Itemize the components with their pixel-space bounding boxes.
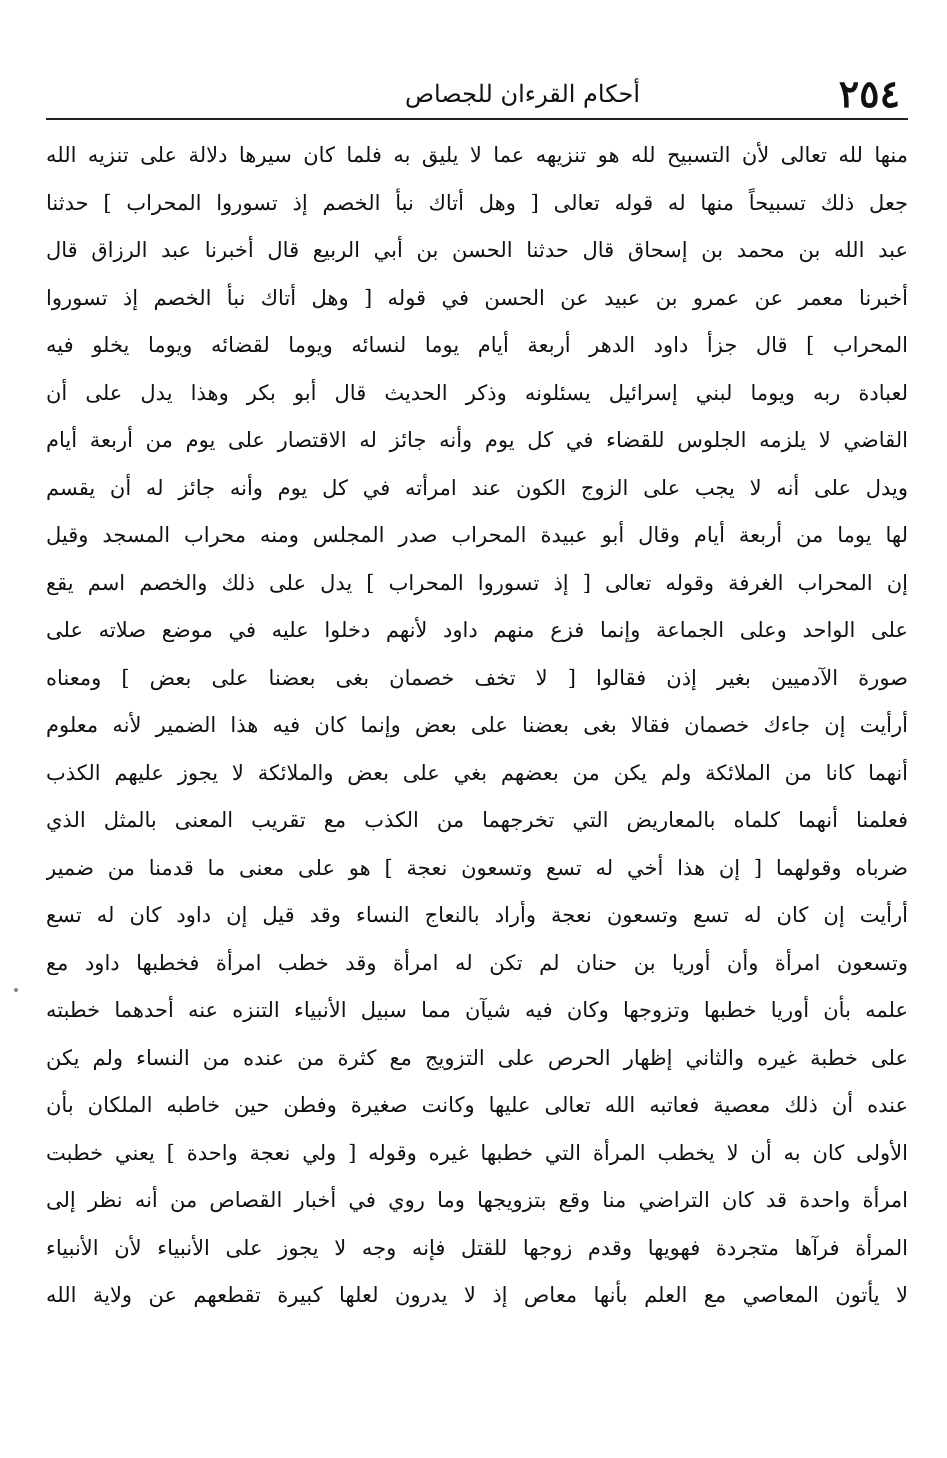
page-number: ٢٥٤ <box>838 71 900 116</box>
text-line: ويدل على أنه لا يجب على الزوج الكون عند امرأته في كل يوم وأنه جائز له أن يقسم <box>46 475 908 500</box>
body-text <box>46 132 908 1320</box>
scan-speck <box>14 988 18 992</box>
text-line: علمه بأن أوريا خطبها وتزوجها وكان فيه شيآن مما سبيل الأنبياء التنزه عنه أحدهما خطبته <box>46 998 908 1022</box>
page-header <box>40 72 900 116</box>
text-line: امرأة واحدة قد كان التراضي منا وقع بتزويجها وما روي في أخبار القصاص من أنه نظر إلى <box>46 1188 908 1212</box>
text-line: إن المحراب الغرفة وقوله تعالى [ إذ تسوروا المحراب ] يدل على ذلك والخصم اسم يقع <box>46 570 908 595</box>
text-line: القاضي لا يلزمه الجلوس للقضاء في كل يوم وأنه جائز له الاقتصار على يوم من أربعة أيام <box>46 428 908 452</box>
text-line: منها لله تعالى لأن التسبيح لله هو تنزيهه عما لا يليق به فلما كان سيرها دلالة على تنزيه الله <box>46 143 908 167</box>
text-line: المحراب ] قال جزأ داود الدهر أربعة أيام يوما لنسائه ويوما لقضائه ويوما يخلو فيه <box>46 333 908 357</box>
text-line: لعبادة ربه ويوما لبني إسرائيل يسئلونه وذكر الحديث قال أبو بكر وهذا يدل على أن <box>46 380 908 405</box>
text-line: ضرباه وقولهما [ إن هذا أخي له تسع وتسعون نعجة ] هو على معنى ما قدمنا من ضمير <box>46 855 908 880</box>
text-line: الأولى كان به أن لا يخطب المرأة التي خطبها غيره وقوله [ ولي نعجة واحدة ] يعني خطبت <box>46 1140 908 1165</box>
text-line: جعل ذلك تسبيحاً منها له قوله تعالى [ وهل أتاك نبأ الخصم إذ تسوروا المحراب ] حدثنا <box>46 190 908 215</box>
text-line: على الواحد وعلى الجماعة وإنما فزع منهم داود لأنهم دخلوا عليه في موضع صلاته على <box>46 618 908 642</box>
text-line: أرأيت إن جاءك خصمان فقالا بغى بعضنا على بعض وإنما كان فيه هذا الضمير لأنه معلوم <box>46 713 908 737</box>
text-line: أنهما كانا من الملائكة ولم يكن من بعضهم بغي على بعض والملائكة لا يجوز عليهم الكذب <box>46 760 908 785</box>
text-line: عبد الله بن محمد بن إسحاق قال حدثنا الحسن بن أبي الربيع قال أخبرنا عبد الرزاق قال <box>46 238 908 262</box>
running-title: أحكام القرءان للجصاص <box>404 80 640 108</box>
text-line: فعلمنا أنهما كلماه بالمعاريض التي تخرجهما من الكذب مع تقريب المعنى بالمثل الذي <box>46 808 908 832</box>
header-divider <box>46 118 908 120</box>
text-line: أرأيت إن كان له تسع وتسعون نعجة وأراد بالنعاج النساء وقد قيل إن داود كان له تسع <box>46 903 908 927</box>
text-line: على خطبة غيره والثاني إظهار الحرص على التزويج مع كثرة من عنده من النساء ولم يكن <box>46 1045 908 1070</box>
text-line: صورة الآدميين بغير إذن فقالوا [ لا تخف خصمان بغى بعضنا على بعض ] ومعناه <box>46 665 908 690</box>
text-line: أخبرنا معمر عن عمرو بن عبيد عن الحسن في قوله [ وهل أتاك نبأ الخصم إذ تسوروا <box>46 285 908 310</box>
text-line: لها يوما من أربعة أيام وقال أبو عبيدة المحراب صدر المجلس ومنه محراب المسجد وقيل <box>46 523 908 547</box>
text-line: عنده أن ذلك معصية فعاتبه الله تعالى عليها وكانت صغيرة وفطن حين خاطبه الملكان بأن <box>46 1093 908 1117</box>
text-line: المرأة فرآها متجردة فهويها وقدم زوجها للقتل فإنه وجه لا يجوز على الأنبياء لأن الأنبياء <box>46 1235 908 1260</box>
text-line: وتسعون امرأة وأن أوريا بن حنان لم تكن له امرأة وقد خطب امرأة فخطبها داود مع <box>46 950 908 975</box>
text-line: لا يأتون المعاصي مع العلم بأنها معاص إذ لا يدرون لعلها كبيرة تقطعهم عن ولاية الله <box>46 1283 908 1307</box>
